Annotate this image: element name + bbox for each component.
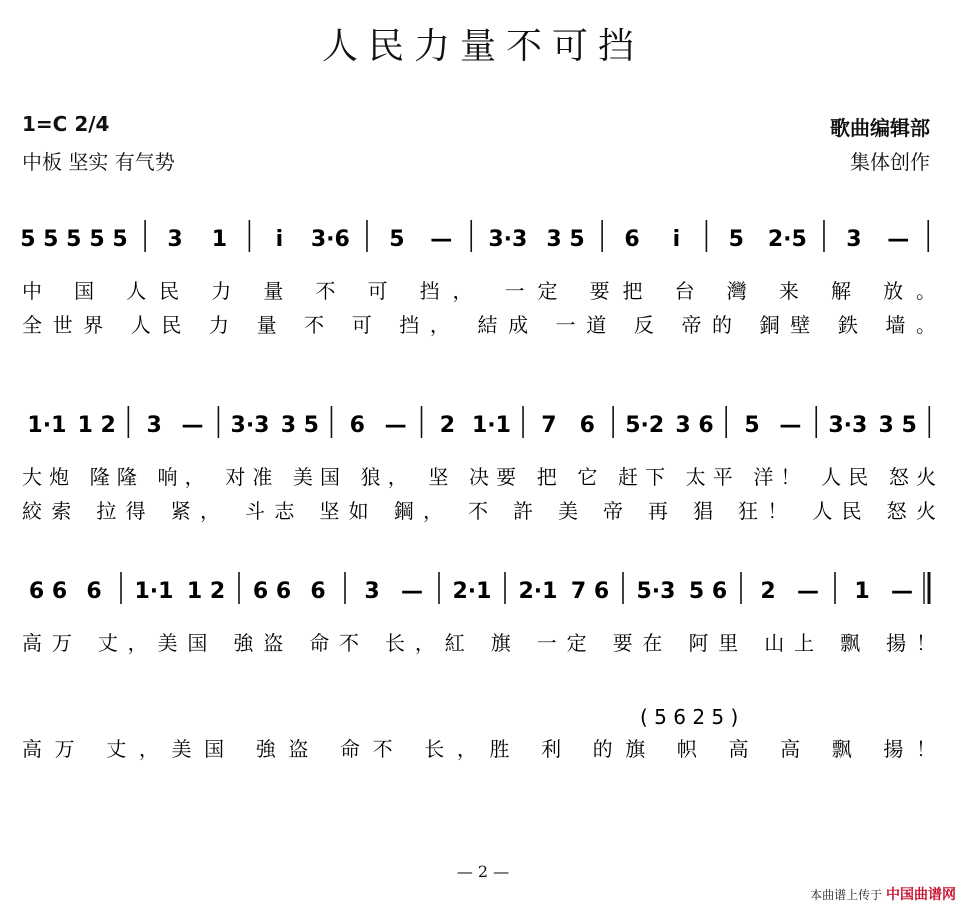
lyric-line: 高万 丈，美国 強盗 命不 长，胜 利 的旗 帜 高 高 飘 揚！ [22,737,936,761]
credit-site[interactable]: 中国曲谱网 [886,887,956,903]
note-group: 6 6 [28,579,68,604]
lyric-line: 全世界 人民 力 量 不 可 挡， 結成 一道 反 帝的 銅壁 鉄 墙。 [22,313,936,337]
lyric-line: 高万 丈，美国 強盗 命不 长，紅 旗 一定 要在 阿里 山上 飘 揚！ [22,631,936,655]
dash-extension: — [401,579,423,604]
dash-extension: — [891,579,913,604]
note-group: 1·1 [471,413,511,438]
dash-extension: — [384,413,407,438]
note-group: 5 [728,227,744,252]
note-group: 3 6 [675,413,714,438]
note-group: 3 [364,579,380,604]
note-group: 2 [439,413,456,438]
author-line-1: 歌曲编辑部 [830,116,930,140]
note-group: 3 [846,227,862,252]
note-group: 2·1 [518,579,558,604]
note-group: 6 [579,413,595,438]
note-group: 2 [760,579,776,604]
note-group: 5 [744,413,760,438]
dash-extension: — [779,413,802,438]
note-group: 1 2 [77,413,116,438]
note-group: 6 6 [252,579,292,604]
note-group: 5·3 [636,579,676,604]
note-group: 1 [854,579,870,604]
note-group: i [275,227,284,252]
dash-extension: — [797,579,819,604]
note-group: 1 2 [186,579,226,604]
note-group: 7 [541,413,557,438]
dash-extension: — [430,227,453,252]
note-group: 2·1 [452,579,492,604]
song-title: 人民力量不可挡 [321,26,644,67]
dash-extension: — [887,227,910,252]
tempo-marking: 中板 坚实 有气势 [22,150,175,174]
ossia-notes: ( 5 6 2 5 ) [640,705,739,729]
note-group: 3·3 [828,413,868,438]
note-group: 1 [211,227,228,252]
note-group: 5 [389,227,405,252]
note-group: i [672,227,681,252]
lyric-line: 中 国 人民 力 量 不 可 挡， 一定 要把 台 灣 来 解 放。 [22,279,936,303]
note-group: 5·2 [625,413,665,438]
note-group: 1·1 [134,579,174,604]
key-signature: 1=C 2/4 [22,112,110,136]
note-group: 6 [86,579,102,604]
credit-prefix: 本曲谱上传于 [810,888,883,902]
note-group: 3·3 [488,227,528,252]
note-group: 3 [146,413,162,438]
note-group: 3 5 [546,227,585,252]
note-group: 3·3 [230,413,270,438]
note-group: 7 6 [570,579,610,604]
footer-credit [810,884,956,904]
note-group: 6 [624,227,640,252]
note-group: 5 5 [89,227,128,252]
note-group: 6 [349,413,365,438]
lyric-line: 絞索 拉得 紧， 斗志 坚如 鋼， 不 許 美 帝 再 猖 狂！ 人民 怒火 [22,499,937,523]
lyric-line: 大炮 隆隆 响， 对准 美国 狼， 坚 决要 把 它 赶下 太平 洋！ 人民 怒火 [22,465,936,489]
dash-extension: — [181,413,204,438]
note-group: 5 5 5 [20,227,82,252]
note-group: 3 5 [878,413,917,438]
note-group: 5 6 [688,579,728,604]
note-group: 1·1 [27,413,67,438]
page-number: — 2 — [456,862,510,881]
note-group: 2·5 [767,227,807,252]
note-group: 3 5 [280,413,319,438]
author-line-2: 集体创作 [850,150,930,174]
note-group: 3·6 [310,227,350,252]
note-group: 3 [167,227,183,252]
note-group: 6 [310,579,326,604]
